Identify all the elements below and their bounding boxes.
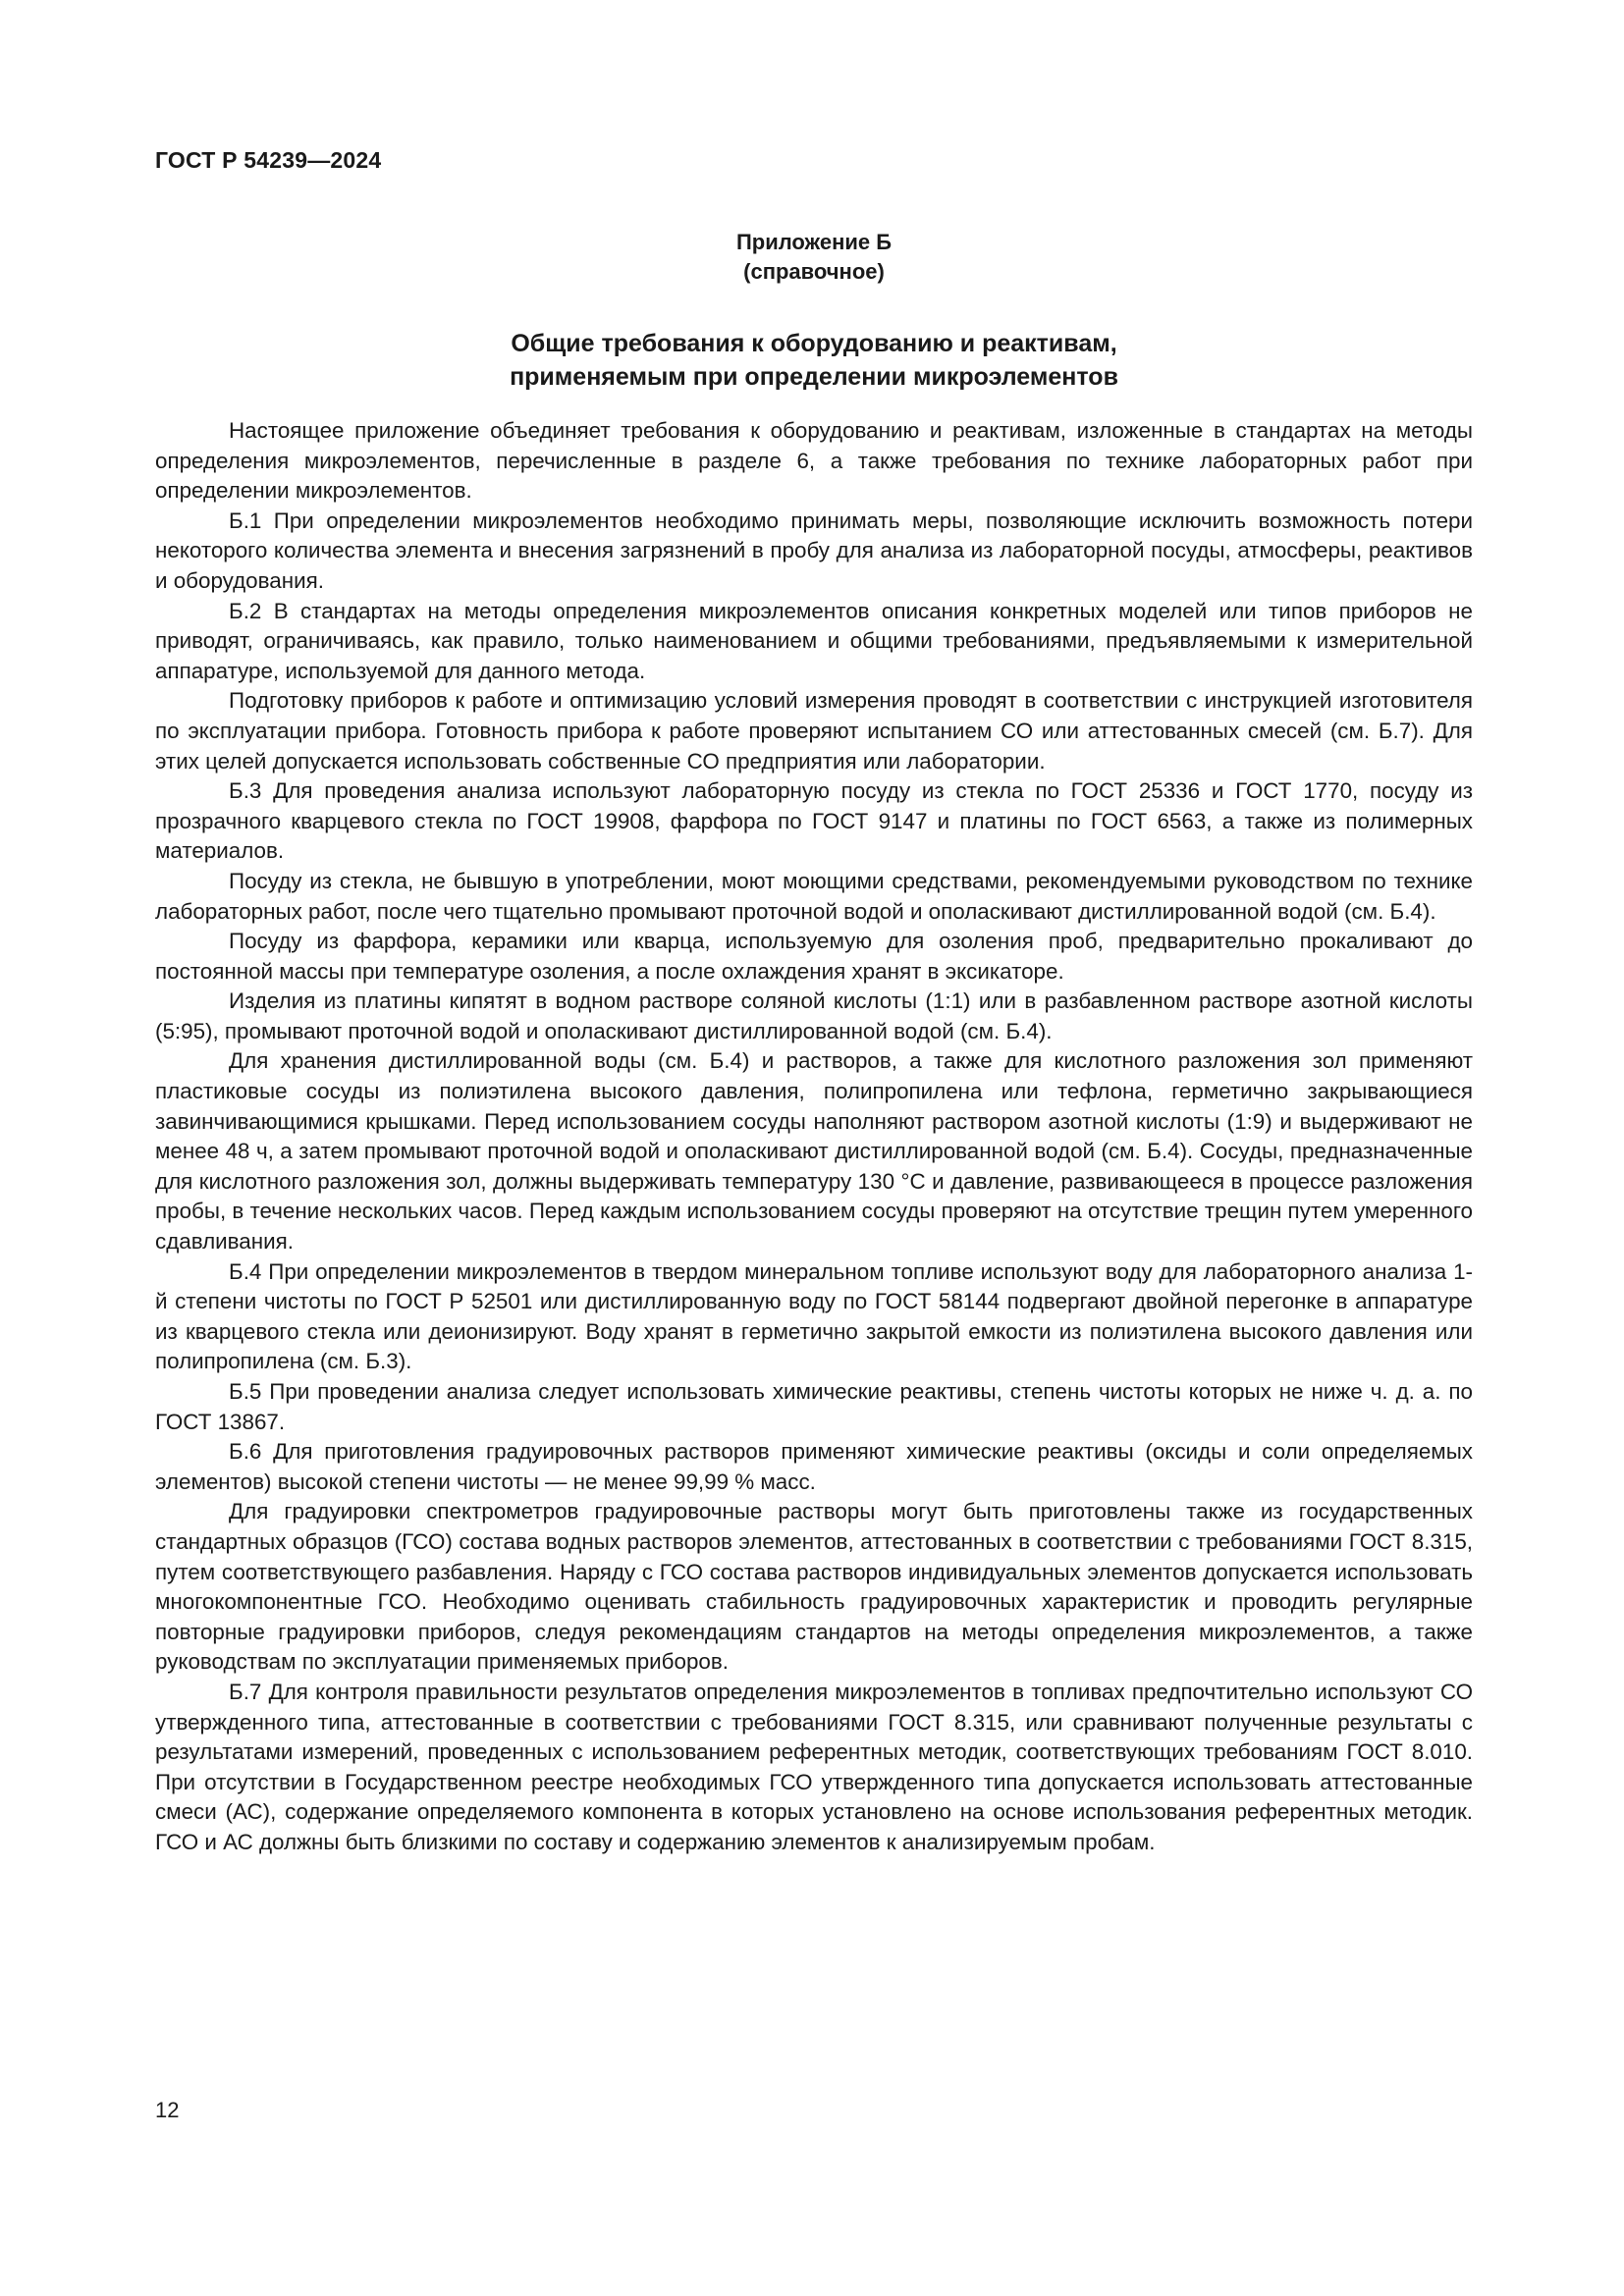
porcelain-ware-paragraph: Посуду из фарфора, керамики или кварца, используемую для озоления проб, предварительно прокаливают до постоянной массы при температуре озоления, а после охлаждения хранят в эксикаторе. (155, 929, 1473, 984)
platinum-ware-paragraph: Изделия из платины кипятят в водном растворе соляной кислоты (1:1) или в разбавленном растворе азотной кислоты (5:95), промывают проточной водой и ополаскивают дистиллированной водой (см. Б.4). (155, 988, 1473, 1043)
appendix-label: Приложение Б (735, 230, 893, 254)
body-text (155, 416, 1473, 1858)
glassware-cleaning-paragraph: Посуду из стекла, не бывшую в употреблении, моют моющими средствами, рекомендуемыми руководством по технике лабораторных работ, после чего тщательно промывают проточной водой и ополаскивают дистиллированной водой (см. Б.4). (155, 868, 1473, 924)
clause-b6-paragraph: Б.6 Для приготовления градуировочных растворов применяют химические реактивы (оксиды и соли определяемых элементов) высокой степени чистоты — не менее 99,99 % масс. (155, 1439, 1473, 1494)
intro-paragraph: Настоящее приложение объединяет требования к оборудованию и реактивам, изложенные в стандартах на методы определения микроэлементов, перечисленные в разделе 6, а также требования по технике лабораторных работ при определении микроэлементов. (155, 418, 1473, 504)
section-title-line-2: применяемым при определении микроэлементов (510, 363, 1118, 391)
appendix-type: (справочное) (743, 259, 885, 284)
appendix-heading (155, 228, 1473, 287)
calibration-solutions-paragraph: Для градуировки спектрометров градуировочные растворы могут быть приготовлены также из государственных стандартных образцов (ГСО) состава водных растворов элементов, аттестованных в соответствии с требованиями ГОСТ 8.315, путем соответствующего разбавления. Наряду с ГСО состава растворов индивидуальных элементов допускается использовать многокомпонентные ГСО. Необходимо оценивать стабильность градуировочных характеристик и проводить регулярные повторные градуировки приборов, следуя рекомендациям стандартов на методы определения микроэлементов, а также руководствам по эксплуатации применяемых приборов. (155, 1499, 1473, 1675)
clause-b7-paragraph: Б.7 Для контроля правильности результатов определения микроэлементов в топливах предпочтительно используют СО утвержденного типа, аттестованные в соответствии с требованиями ГОСТ 8.315, или сравнивают полученные результаты с результатами измерений, проведенных с использованием референтных методик, соответствующих требованиям ГОСТ 8.010. При отсутствии в Государственном реестре необходимых ГСО утвержденного типа допускается использовать аттестованные смеси (АС), содержание определяемого компонента в которых установлено на основе использования референтных методик. ГСО и АС должны быть близкими по составу и содержанию элементов к анализируемым пробам. (155, 1679, 1473, 1854)
document-header: ГОСТ Р 54239—2024 (155, 147, 382, 173)
clause-b3-paragraph: Б.3 Для проведения анализа используют лабораторную посуду из стекла по ГОСТ 25336 и ГОСТ 1770, посуду из прозрачного кварцевого стекла по ГОСТ 19908, фарфора по ГОСТ 9147 и платины по ГОСТ 6563, а также из полимерных материалов. (155, 778, 1473, 864)
plastic-vessels-paragraph: Для хранения дистиллированной воды (см. Б.4) и растворов, а также для кислотного разложения зол применяют пластиковые сосуды из полиэтилена высокого давления, полипропилена или тефлона, герметично закрывающиеся завинчивающимися крышками. Перед использованием сосуды наполняют раствором азотной кислоты (1:9) и выдерживают не менее 48 ч, а затем промывают проточной водой и ополаскивают дистиллированной водой (см. Б.4). Сосуды, предназначенные для кислотного разложения зол, должны выдерживать температуру 130 °С и давление, развивающееся в процессе разложения пробы, в течение нескольких часов. Перед каждым использованием сосуды проверяют на отсутствие трещин путем умеренного сдавливания. (155, 1048, 1473, 1255)
clause-b4-paragraph: Б.4 При определении микроэлементов в твердом минеральном топливе используют воду для лабораторного анализа 1-й степени чистоты по ГОСТ Р 52501 или дистиллированную воду по ГОСТ 58144 подвергают двойной перегонке в аппаратуре из кварцевого стекла или деионизируют. Воду хранят в герметично закрытой емкости из полиэтилена высокого давления или полипропилена (см. Б.3). (155, 1258, 1473, 1374)
clause-b1-paragraph: Б.1 При определении микроэлементов необходимо принимать меры, позволяющие исключить возможность потери некоторого количества элемента и внесения загрязнений в пробу для анализа из лабораторной посуды, атмосферы, реактивов и оборудования. (155, 507, 1473, 593)
clause-b5-paragraph: Б.5 При проведении анализа следует использовать химические реактивы, степень чистоты которых не ниже ч. д. а. по ГОСТ 13867. (155, 1379, 1473, 1434)
clause-b2-paragraph: Б.2 В стандартах на методы определения микроэлементов описания конкретных моделей или типов приборов не приводят, ограничиваясь, как правило, только наименованием и общими требованиями, предъявляемыми к измерительной аппаратуре, используемой для данного метода. (155, 598, 1473, 683)
page-number: 12 (155, 2098, 180, 2122)
section-title (155, 327, 1473, 394)
instrument-preparation-paragraph: Подготовку приборов к работе и оптимизацию условий измерения проводят в соответствии с инструкцией изготовителя по эксплуатации прибора. Готовность прибора к работе проверяют испытанием СО или аттестованных смесей (см. Б.7). Для этих целей допускается использовать собственные СО предприятия или лаборатории. (155, 688, 1473, 774)
section-title-line-1: Общие требования к оборудованию и реактивам, (511, 330, 1117, 357)
